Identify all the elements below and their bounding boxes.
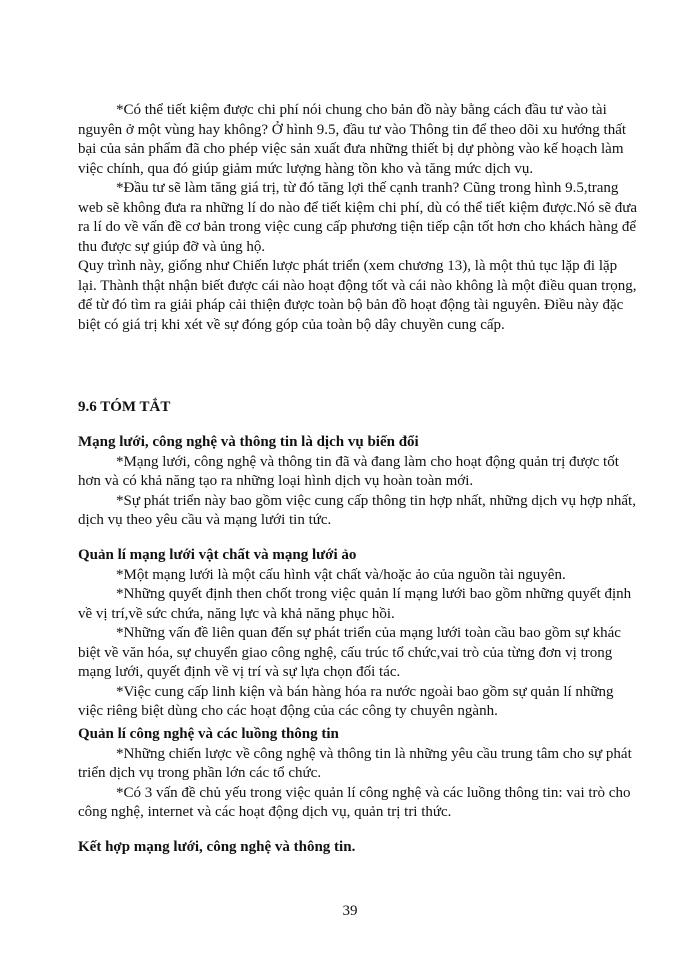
group-item: *Sự phát triển này bao gồm việc cung cấp thông tin hợp nhất, những dịch vụ hợp nhất, dịch vụ theo yêu cầu và mạng lưới tin tức. [78,492,636,528]
group-heading: Mạng lưới, công nghệ và thông tin là dịch vụ biến đổi [78,434,419,450]
group-item: *Mạng lưới, công nghệ và thông tin đã và đang làm cho hoạt động quản trị được tốt hơn và có khả năng tạo ra những loại hình dịch vụ hoàn toàn mới. [78,453,619,489]
intro-paragraph-3: Quy trình này, giống như Chiến lược phát triển (xem chương 13), là một thủ tục lặp đi lặp lại. Thành thật nhận biết được cái nào hoạt động tốt và cái nào không là một điều quan trọng, để từ đó tìm ra giải pháp cải thiện được toàn bộ bản đồ hoạt động tài nguyên. Điều này đặc biệt có giá trị khi xét về sự đóng góp của toàn bộ dây chuyền cung cấp. [78,258,637,333]
group-item: *Việc cung cấp linh kiện và bán hàng hóa ra nước ngoài bao gồm sự quản lí những việc riêng biệt dùng cho các hoạt động của các công ty chuyên ngành. [78,683,614,719]
group-heading: Quản lí mạng lưới vật chất và mạng lưới ảo [78,547,357,563]
summary-group-3 [78,725,638,823]
section-title: 9.6 TÓM TẮT [78,399,171,415]
group-heading: Kết hợp mạng lưới, công nghệ và thông tin. [78,839,356,855]
intro-text [78,101,638,335]
group-heading: Quản lí công nghệ và các luồng thông tin [78,726,339,742]
group-item: *Có 3 vấn đề chủ yếu trong việc quản lí công nghệ và các luồng thông tin: vai trò cho công nghệ, internet và các hoạt động dịch vụ, quản trị tri thức. [78,784,631,820]
summary-group-1 [78,433,638,531]
group-item: *Một mạng lưới là một cấu hình vật chất và/hoặc ảo của nguồn tài nguyên. [116,566,566,583]
group-item: *Những quyết định then chốt trong việc quản lí mạng lưới bao gồm những quyết định về vị trí,về sức chứa, năng lực và khả năng phục hồi. [78,586,632,622]
summary-group-2 [78,546,638,722]
summary-group-4 [78,838,638,858]
group-item: *Những vấn đề liên quan đến sự phát triển của mạng lưới toàn cầu bao gồm sự khác biệt về văn hóa, sự chuyển giao công nghệ, cấu trúc tổ chức,vai trò của từng đơn vị trong mạng lưới, quyết định về vị trí và sự lựa chọn đối tác. [78,625,621,680]
page-number: 39 [342,903,358,919]
intro-paragraph-2: *Đầu tư sẽ làm tăng giá trị, từ đó tăng lợi thế cạnh tranh? Cũng trong hình 9.5,trang web sẽ không đưa ra những lí do nào để tiết kiệm chi phí, dù có thể tiết kiệm được.Nó sẽ đưa ra lí do về vấn đề cơ bản trong việc cung cấp phương tiện tiếp cận tốt hơn cho khách hàng để thu được sự giúp đỡ và ủng hộ. [78,180,638,255]
group-item: *Những chiến lược về công nghệ và thông tin là những yêu cầu trung tâm cho sự phát triển dịch vụ trong phần lớn các tổ chức. [78,745,632,781]
intro-paragraph-1: *Có thể tiết kiệm được chi phí nói chung cho bản đồ này bằng cách đầu tư vào tài nguyên ở một vùng hay không? Ở hình 9.5, đầu tư vào Thông tin để theo dõi xu hướng thất bại của sản phẩm đã cho phép việc sản xuất đưa những thiết bị dự phòng vào kế hoạch làm việc chính, qua đó giúp giảm mức lượng hàng tồn kho và tăng mức dịch vụ. [78,102,627,177]
